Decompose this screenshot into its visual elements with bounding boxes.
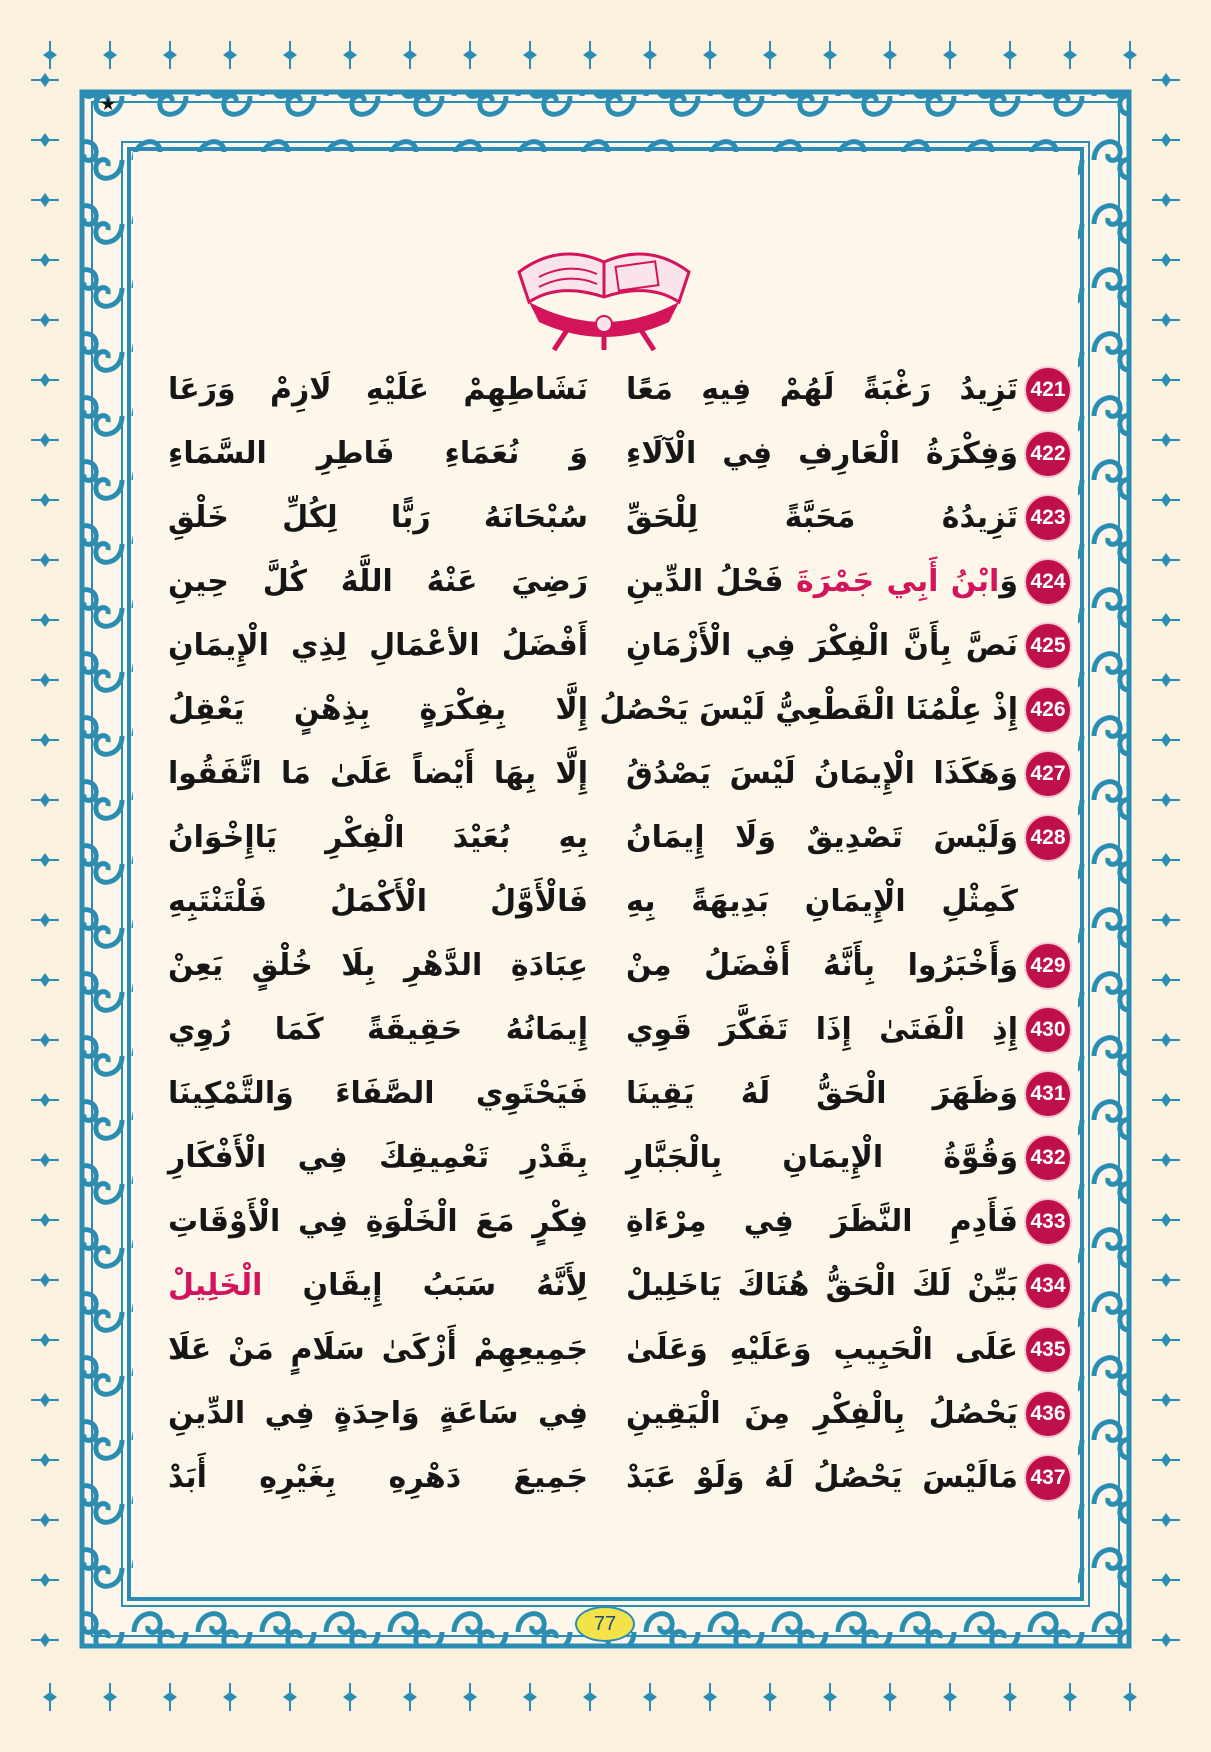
verse-number-badge: 431 xyxy=(1024,1070,1072,1118)
second-hemistich: فَالْأَوَّلُ الْأَكْمَلُ فَلْتَنْتَبِهِ xyxy=(168,884,588,919)
verse-row xyxy=(133,614,1078,674)
second-hemistich: بِقَدْرِ تَعْمِيقِكَ فِي الْأَفْكَارِ xyxy=(168,1140,588,1175)
second-hemistich xyxy=(168,1258,588,1314)
verse-number-badge: 436 xyxy=(1024,1390,1072,1438)
second-hemistich: بِهِ بُعَيْدَ الْفِكْرِ يَاإِخْوَانُ xyxy=(168,820,588,855)
verse-number-badge: 435 xyxy=(1024,1326,1072,1374)
verse-row xyxy=(133,934,1078,994)
verse-row xyxy=(133,550,1078,610)
first-hemistich: بَيِّنْ لَكَ الْحَقُّ هُنَاكَ يَاخَلِيلْ xyxy=(626,1268,1018,1303)
verse-row xyxy=(133,486,1078,546)
first-hemistich: مَالَيْسَ يَحْصُلُ لَهُ وَلَوْ عَبَدْ xyxy=(626,1460,1018,1495)
second-hemistich: إِلَّا بِفِكْرَةٍ بِذِهْنٍ يَعْقِلُ xyxy=(168,692,588,727)
verse-number-badge: 428 xyxy=(1024,814,1072,862)
verse-number-badge: 426 xyxy=(1024,686,1072,734)
verse-number-badge: 421 xyxy=(1024,366,1072,414)
first-hemistich: تَزِيدُهُ مَحَبَّةً لِلْحَقِّ xyxy=(626,500,1018,535)
verse-row xyxy=(133,1254,1078,1314)
verse-number-badge: 423 xyxy=(1024,494,1072,542)
second-hemistich: سُبْحَانَهُ رَبًّا لِكُلِّ خَلْقِ xyxy=(168,500,588,535)
verse-row xyxy=(133,1126,1078,1186)
first-hemistich xyxy=(626,554,1018,610)
verse-row xyxy=(133,1062,1078,1122)
verse-row xyxy=(133,1382,1078,1442)
verse-row xyxy=(133,742,1078,802)
second-hemistich: فِي سَاعَةٍ وَاحِدَةٍ فِي الدِّينِ xyxy=(168,1396,588,1431)
first-hemistich: كَمِثْلِ الْإِيمَانِ بَدِيهَةً بِهِ xyxy=(626,884,1018,919)
svg-text:★: ★ xyxy=(100,94,117,115)
second-hemistich: جَمِيعِهِمْ أَزْكَىٰ سَلَامٍ مَنْ عَلَا xyxy=(168,1332,588,1367)
text-suffix: فَحْلُ الدِّينِ xyxy=(626,564,796,599)
second-hemistich: أَفْضَلُ الأعْمَالِ لِذِي الْإِيمَانِ xyxy=(168,628,588,663)
first-hemistich: وَهَكَذَا الْإِيمَانُ لَيْسَ يَصْدُقُ xyxy=(626,756,1018,791)
verse-number-badge: 425 xyxy=(1024,622,1072,670)
first-hemistich: نَصَّ بِأَنَّ الْفِكْرَ فِي الْأَزْمَانِ xyxy=(626,628,1018,663)
first-hemistich: يَحْصُلُ بِالْفِكْرِ مِنَ الْيَقِينِ xyxy=(626,1396,1018,1431)
verse-row xyxy=(133,1190,1078,1250)
verse-row xyxy=(133,998,1078,1058)
verse-row xyxy=(133,422,1078,482)
first-hemistich: فَأَدِمِ النَّظَرَ فِي مِرْءَاةِ xyxy=(626,1204,1018,1239)
text-prefix: لِأَنَّهُ سَبَبُ إِيقَانِ xyxy=(262,1268,588,1303)
second-hemistich: إِيمَانُهُ حَقِيقَةً كَمَا رُوِي xyxy=(168,1012,588,1047)
verse-number-badge: 429 xyxy=(1024,942,1072,990)
highlighted-name: الْخَلِيلْ xyxy=(168,1268,263,1303)
first-hemistich: وَلَيْسَ تَصْدِيقٌ وَلَا إِيمَانُ xyxy=(626,820,1018,855)
first-hemistich: وَأَخْبَرُوا بِأَنَّهُ أَفْضَلُ مِنْ xyxy=(626,948,1018,983)
first-hemistich: إِذْ عِلْمُنَا الْقَطْعِيُّ لَيْسَ يَحْصُلُ xyxy=(599,692,1018,727)
second-hemistich: جَمِيعَ دَهْرِهِ بِغَيْرِهِ أَبَدْ xyxy=(168,1460,588,1495)
second-hemistich: فِكْرٍ مَعَ الْخَلْوَةِ فِي الْأَوْقَاتِ xyxy=(168,1204,588,1239)
first-hemistich: تَزِيدُ رَغْبَةً لَهُمْ فِيهِ مَعًا xyxy=(626,372,1018,407)
page-number: 77 xyxy=(575,1606,635,1642)
first-hemistich: وَظَهَرَ الْحَقُّ لَهُ يَقِينَا xyxy=(626,1076,1018,1111)
verse-row xyxy=(133,1318,1078,1378)
verse-row xyxy=(133,1446,1078,1506)
book-on-stand-icon xyxy=(509,232,699,352)
second-hemistich: إِلَّا بِهَا أَيْضاً عَلَىٰ مَا اتَّفَقُوا xyxy=(168,756,588,791)
second-hemistich: فَيَحْتَوِي الصَّفَاءَ وَالتَّمْكِينَا xyxy=(168,1076,588,1111)
first-hemistich: إِذِ الْفَتَىٰ إِذَا تَفَكَّرَ قَوِي xyxy=(626,1012,1018,1047)
verse-number-badge: 422 xyxy=(1024,430,1072,478)
first-hemistich: وَفِكْرَةُ الْعَارِفِ فِي الْآلَاءِ xyxy=(626,436,1018,471)
verse-number-badge: 432 xyxy=(1024,1134,1072,1182)
verse-row xyxy=(133,678,1078,738)
second-hemistich: رَضِيَ عَنْهُ اللَّهُ كُلَّ حِينِ xyxy=(168,564,588,599)
second-hemistich: وَ نُعَمَاءِ فَاطِرِ السَّمَاءِ xyxy=(168,436,588,471)
verse-number-badge: 433 xyxy=(1024,1198,1072,1246)
second-hemistich: عِبَادَةِ الدَّهْرِ بِلَا خُلْقٍ يَعِنْ xyxy=(168,948,588,983)
first-hemistich: وَقُوَّةُ الْإِيمَانِ بِالْجَبَّارِ xyxy=(626,1140,1018,1175)
page-content xyxy=(133,152,1078,1594)
first-hemistich: عَلَى الْحَبِيبِ وَعَلَيْهِ وَعَلَىٰ xyxy=(626,1332,1018,1367)
verse-number-badge: 424 xyxy=(1024,558,1072,606)
verse-row xyxy=(133,870,1078,930)
verse-number-badge: 430 xyxy=(1024,1006,1072,1054)
verse-number-badge: 437 xyxy=(1024,1454,1072,1502)
verse-number-badge: 427 xyxy=(1024,750,1072,798)
highlighted-name: ابْنُ أَبِي جَمْرَةَ xyxy=(795,564,1000,599)
verse-number-badge: 434 xyxy=(1024,1262,1072,1310)
verse-row xyxy=(133,806,1078,866)
text-prefix: وَ xyxy=(999,564,1018,599)
verse-row xyxy=(133,358,1078,418)
second-hemistich: نَشَاطِهِمْ عَلَيْهِ لَازِمْ وَرَعَا xyxy=(168,372,588,407)
